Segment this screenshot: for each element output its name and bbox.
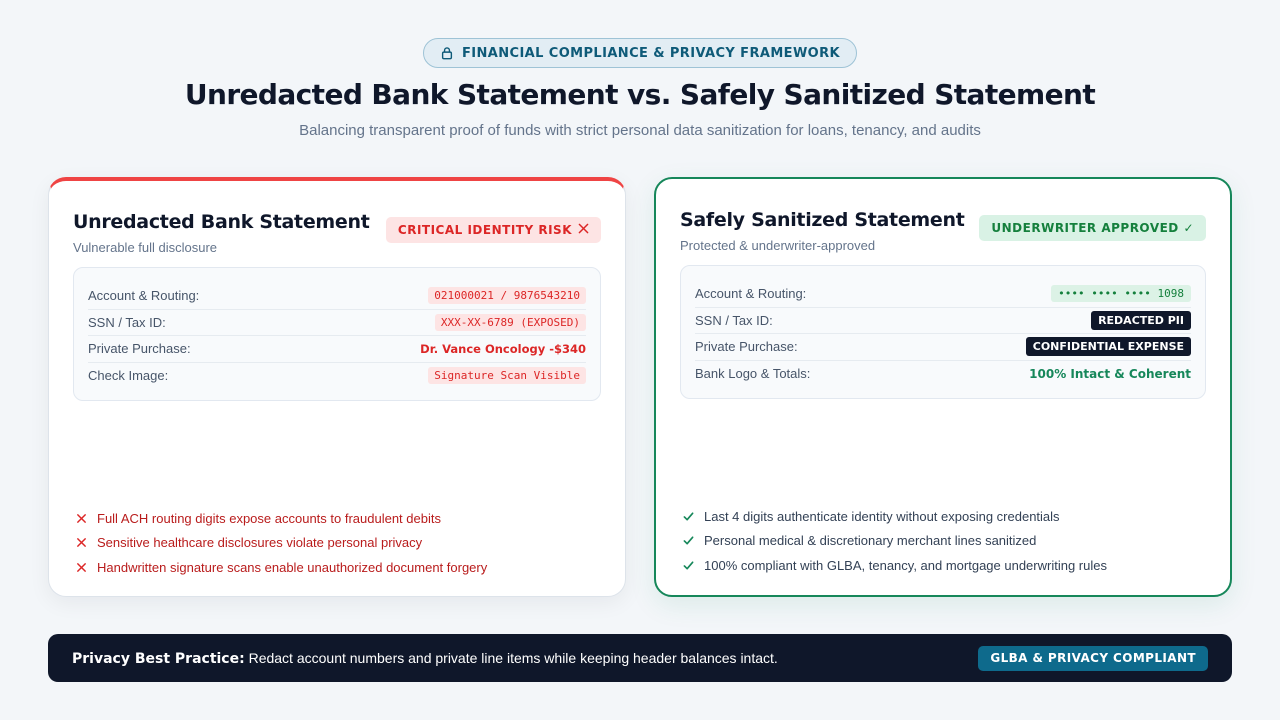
- row-label: Check Image:: [88, 368, 169, 384]
- list-item: [682, 553, 1107, 578]
- list-item-text: 100% compliant with GLBA, tenancy, and mortgage underwriting rules: [704, 557, 1107, 573]
- statement-details: [680, 265, 1206, 399]
- risk-list: [75, 506, 487, 580]
- x-icon: [75, 537, 87, 548]
- detail-row: [88, 310, 586, 337]
- check-image-value: Signature Scan Visible: [428, 367, 586, 384]
- x-icon: [75, 513, 87, 524]
- ssn-value: XXX-XX-6789 (EXPOSED): [435, 314, 586, 331]
- page-title: Unredacted Bank Statement vs. Safely Sanitized Statement: [184, 78, 1096, 111]
- list-item: [682, 504, 1107, 529]
- list-item-text: Last 4 digits authenticate identity without exposing credentials: [704, 508, 1060, 524]
- masked-account-value: •••• •••• •••• 1098: [1051, 285, 1191, 302]
- framework-label: FINANCIAL COMPLIANCE & PRIVACY FRAMEWORK: [461, 45, 841, 61]
- sanitized-card: [654, 177, 1232, 597]
- detail-row: [88, 363, 586, 390]
- card-subtitle: Protected & underwriter-approved: [680, 238, 876, 253]
- detail-row: [695, 334, 1191, 361]
- risk-badge: [386, 217, 601, 243]
- list-item-text: Handwritten signature scans enable unauthorized document forgery: [97, 559, 488, 575]
- best-practice-text: [72, 650, 778, 667]
- card-title: Unredacted Bank Statement: [73, 211, 370, 233]
- list-item: [75, 506, 487, 531]
- row-label: Account & Routing:: [695, 286, 807, 302]
- list-item-text: Full ACH routing digits expose accounts to fraudulent debits: [97, 510, 441, 526]
- check-icon: [682, 511, 694, 522]
- approved-badge-label: UNDERWRITER APPROVED ✓: [991, 221, 1194, 235]
- row-label: Bank Logo & Totals:: [695, 366, 811, 382]
- redacted-ssn-value: REDACTED PII: [1091, 311, 1191, 330]
- statement-details: [73, 267, 601, 401]
- best-practice-label: Privacy Best Practice:: [72, 650, 245, 667]
- account-routing-value: 021000021 / 9876543210: [428, 287, 586, 304]
- detail-row: [88, 283, 586, 310]
- lock-icon: [440, 46, 454, 60]
- benefit-list: [682, 504, 1107, 578]
- check-icon: [682, 560, 694, 571]
- page-subtitle: Balancing transparent proof of funds with strict personal data sanitization for loans, tenancy, and audits: [299, 122, 981, 139]
- detail-row: [88, 336, 586, 363]
- row-label: SSN / Tax ID:: [695, 312, 773, 328]
- list-item-text: Personal medical & discretionary merchant lines sanitized: [704, 533, 1037, 549]
- row-label: Account & Routing:: [88, 288, 200, 304]
- list-item: [75, 531, 487, 556]
- detail-row: [695, 308, 1191, 335]
- unredacted-card: [48, 177, 626, 597]
- card-subtitle: Vulnerable full disclosure: [73, 240, 218, 255]
- row-label: Private Purchase:: [695, 339, 798, 355]
- check-icon: [682, 535, 694, 546]
- confidential-expense-value: CONFIDENTIAL EXPENSE: [1026, 337, 1191, 356]
- detail-row: [695, 361, 1191, 388]
- list-item: [682, 529, 1107, 554]
- best-practice-body: Redact account numbers and private line items while keeping header balances intact.: [244, 649, 778, 666]
- framework-pill: [423, 38, 857, 68]
- list-item-text: Sensitive healthcare disclosures violate personal privacy: [97, 535, 423, 551]
- risk-badge-label: CRITICAL IDENTITY RISK: [397, 223, 572, 237]
- best-practice-banner: [48, 634, 1232, 682]
- private-purchase-value: Dr. Vance Oncology -$340: [420, 341, 586, 356]
- x-icon: [75, 562, 87, 573]
- row-label: SSN / Tax ID:: [88, 314, 166, 330]
- row-label: Private Purchase:: [88, 341, 191, 357]
- approved-badge: [979, 215, 1206, 241]
- detail-row: [695, 281, 1191, 308]
- eyebrow-wrap: [0, 38, 1280, 68]
- compliance-badge: GLBA & PRIVACY COMPLIANT: [978, 646, 1208, 671]
- logo-totals-value: 100% Intact & Coherent: [1029, 366, 1191, 381]
- card-title: Safely Sanitized Statement: [680, 209, 965, 231]
- x-icon: [578, 223, 589, 237]
- list-item: [75, 555, 487, 580]
